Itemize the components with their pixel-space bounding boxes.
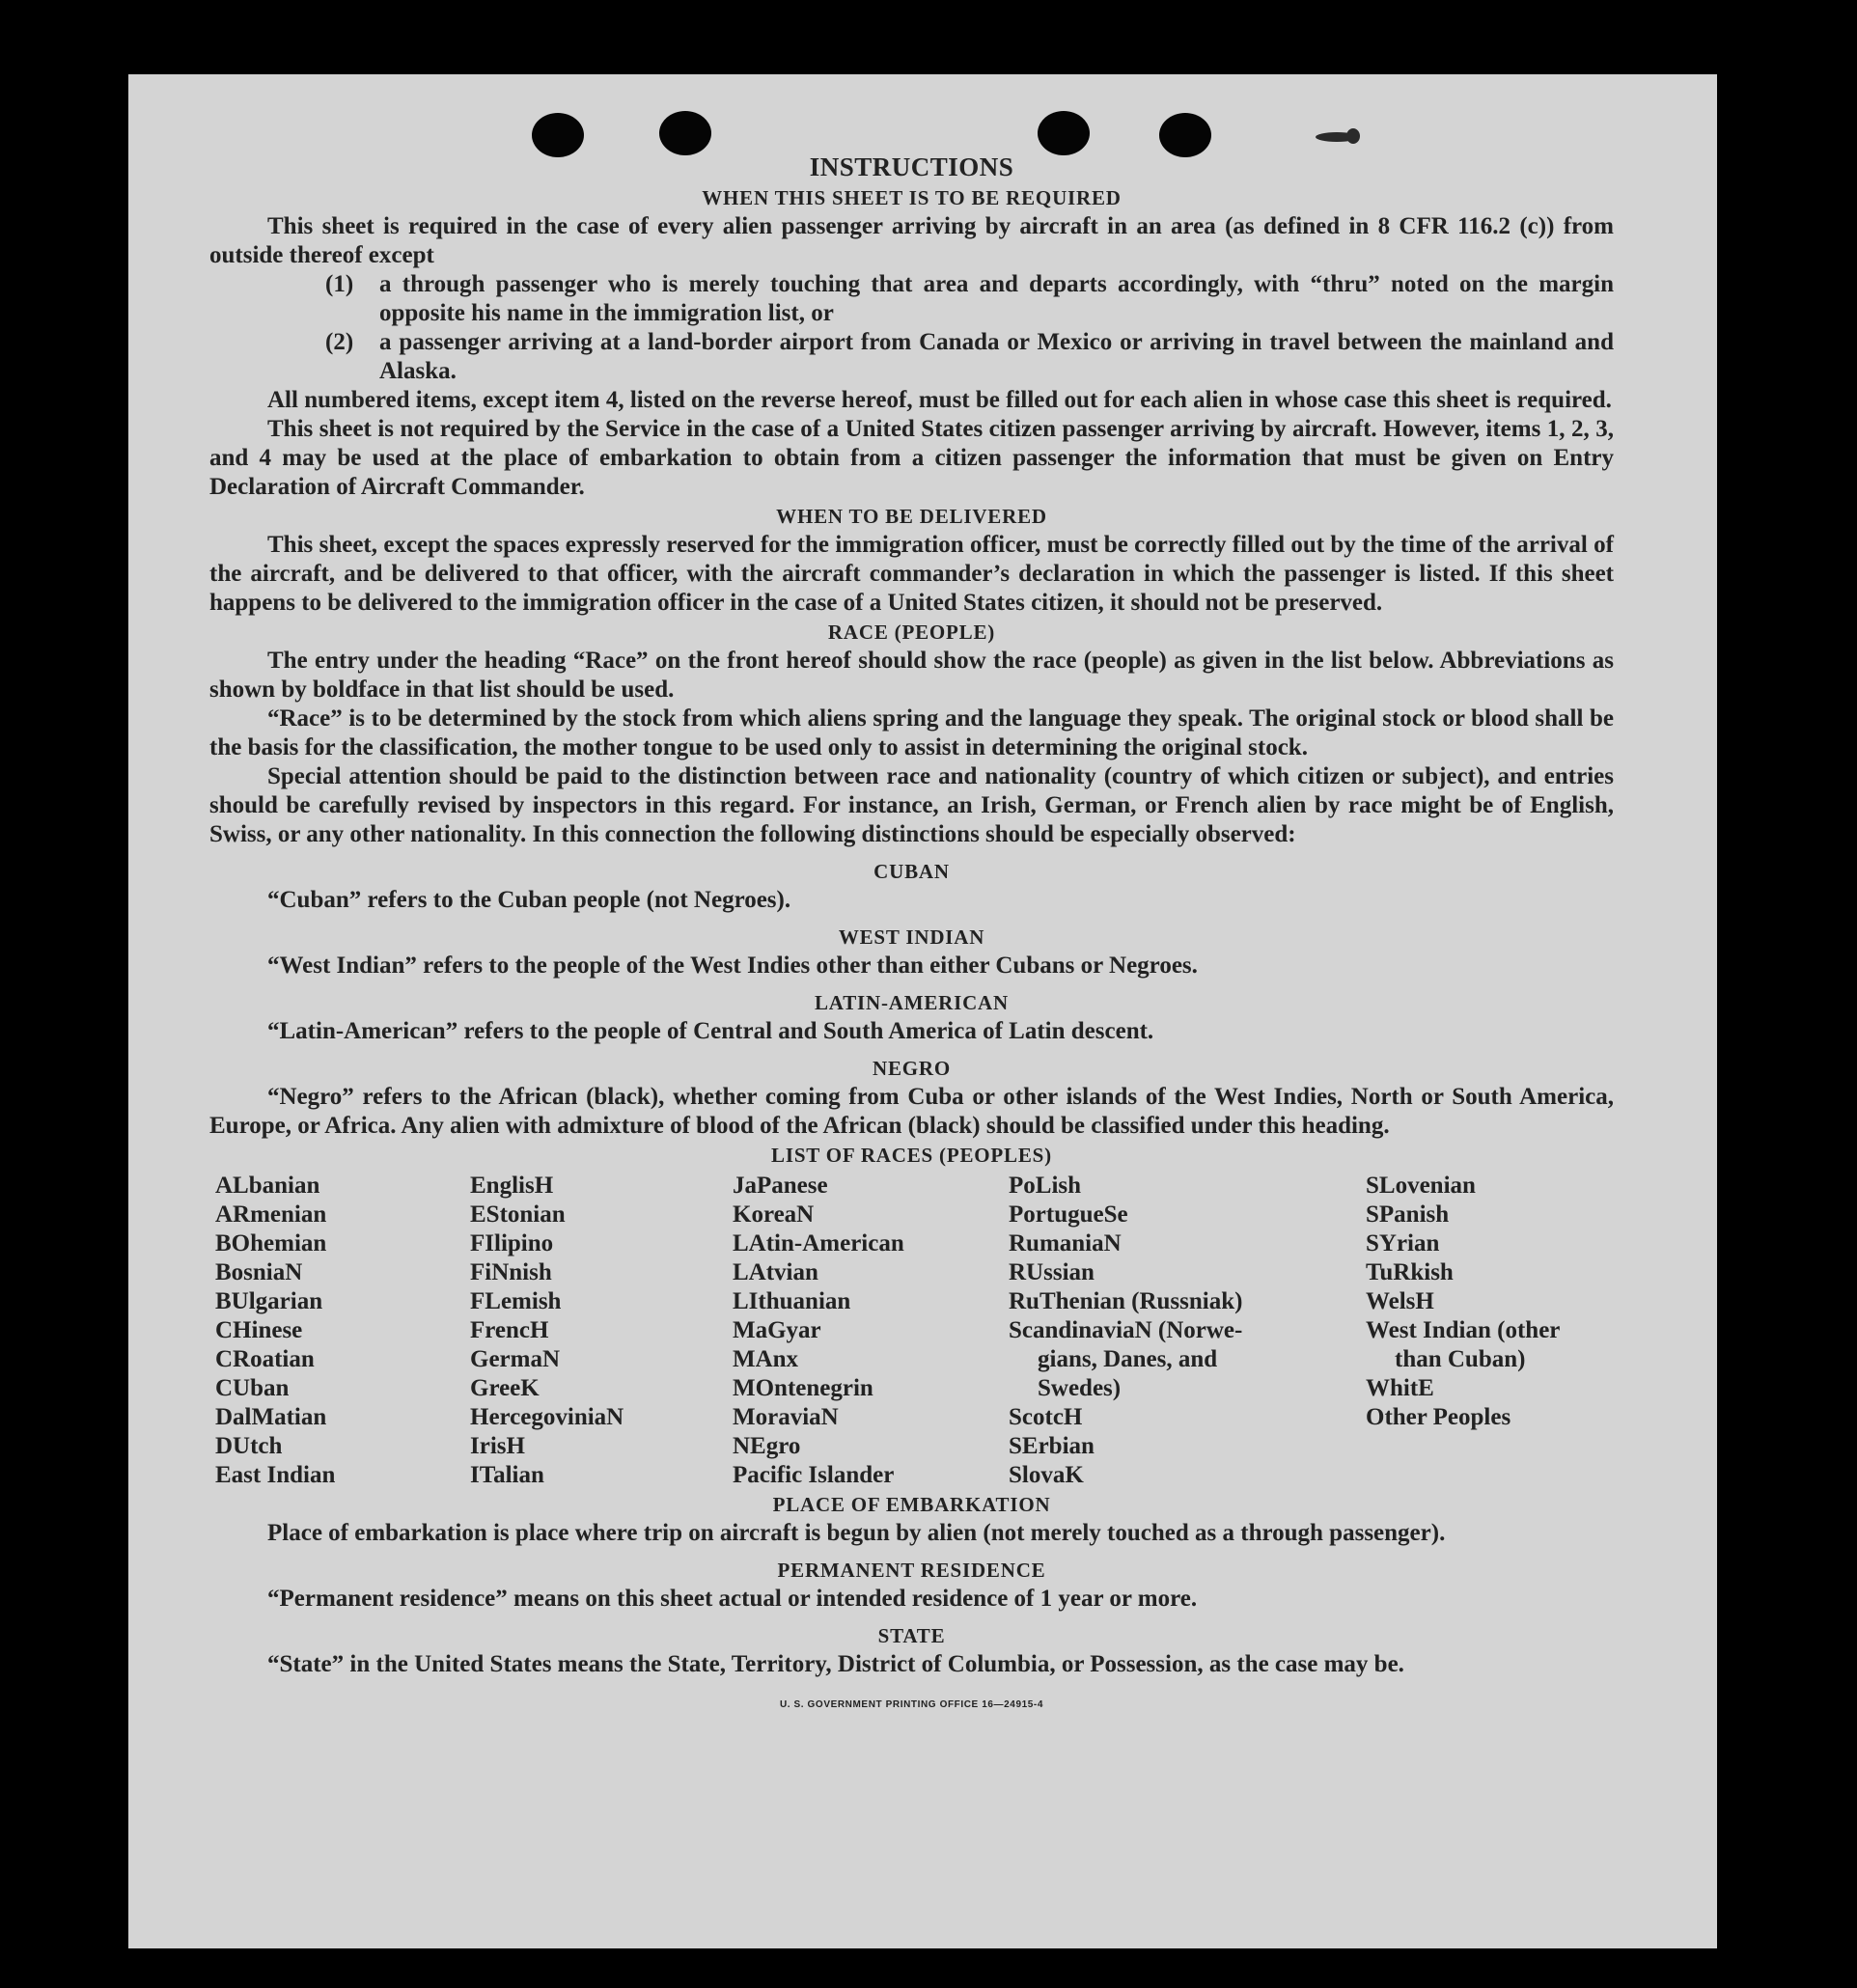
race-entry: PoLish bbox=[1009, 1173, 1082, 1199]
race-entry: CRoatian bbox=[215, 1346, 315, 1372]
race-entry: ScandinaviaN (Norwe- bbox=[1009, 1317, 1243, 1343]
race-entry-continued: gians, Danes, and bbox=[1038, 1346, 1218, 1372]
race-entry: Other Peoples bbox=[1366, 1404, 1511, 1430]
section-title-when-delivered: WHEN TO BE DELIVERED bbox=[776, 505, 1047, 528]
race-entry: FiNnish bbox=[470, 1259, 552, 1285]
ink-speck bbox=[1346, 128, 1360, 144]
race-entry: PortugueSe bbox=[1009, 1201, 1128, 1228]
race-entry: SPanish bbox=[1366, 1201, 1450, 1228]
race-entry: KoreaN bbox=[733, 1201, 815, 1228]
race-entry: CUban bbox=[215, 1375, 290, 1401]
section-title-residence: PERMANENT RESIDENCE bbox=[777, 1559, 1046, 1582]
race-entry: MOntenegrin bbox=[733, 1375, 873, 1401]
instructions-text bbox=[209, 152, 1614, 1720]
race-entry: ARmenian bbox=[215, 1201, 327, 1228]
race-entry: East Indian bbox=[215, 1462, 336, 1488]
section-title-west-indian: WEST INDIAN bbox=[838, 925, 985, 949]
race-entry: WhitE bbox=[1366, 1375, 1434, 1401]
race-entry: ITalian bbox=[470, 1462, 544, 1488]
race-entry: BosniaN bbox=[215, 1259, 303, 1285]
race-entry: GreeK bbox=[470, 1375, 540, 1401]
race-entry: MAnx bbox=[733, 1346, 799, 1372]
race-entry: ALbanian bbox=[215, 1173, 320, 1199]
race-entry: SYrian bbox=[1366, 1230, 1440, 1256]
race-column bbox=[470, 1172, 624, 1490]
race-entry-continued: Swedes) bbox=[1038, 1375, 1122, 1401]
item-number: (1) bbox=[325, 271, 354, 297]
race-entry: FIlipino bbox=[470, 1230, 554, 1256]
race-column bbox=[1366, 1172, 1560, 1432]
race-entry: FrencH bbox=[470, 1317, 549, 1343]
paragraph: Special attention should be paid to the distinction between race and nationality (country of which citizen or subject), and entries should be carefully revised by inspectors in this regard. For instance, an Irish, German, or French alien by race might be of English, Swiss, or any other nationality. In this connection the following distinctions should be especially observed: bbox=[209, 763, 1614, 847]
race-entry: CHinese bbox=[215, 1317, 303, 1343]
race-column bbox=[1009, 1172, 1242, 1490]
race-entry: MoraviaN bbox=[733, 1404, 839, 1430]
race-entry: WelsH bbox=[1366, 1288, 1434, 1314]
race-entry: LAtin-American bbox=[733, 1230, 904, 1256]
race-entry: West Indian (other bbox=[1366, 1317, 1561, 1343]
exception-item bbox=[325, 270, 1614, 328]
race-entry: Pacific Islander bbox=[733, 1462, 895, 1488]
race-entry: RUssian bbox=[1009, 1259, 1095, 1285]
section-title-when-required: WHEN THIS SHEET IS TO BE REQUIRED bbox=[702, 186, 1122, 209]
race-entry: EStonian bbox=[470, 1201, 566, 1228]
paragraph: “Permanent residence” means on this sheet actual or intended residence of 1 year or more. bbox=[267, 1586, 1198, 1612]
paragraph: The entry under the heading “Race” on the front hereof should show the race (people) as given in the list below. Abbreviations as shown by boldface in that list should be used. bbox=[209, 648, 1614, 703]
race-entry: NEgro bbox=[733, 1433, 801, 1459]
paragraph: “West Indian” refers to the people of the West Indies other than either Cubans or Negroes. bbox=[267, 953, 1198, 979]
item-text: a passenger arriving at a land-border airport from Canada or Mexico or arriving in travel between the mainland and Alaska. bbox=[379, 329, 1614, 384]
race-entry: BOhemian bbox=[215, 1230, 327, 1256]
race-entry: BUlgarian bbox=[215, 1288, 323, 1314]
race-entry: RumaniaN bbox=[1009, 1230, 1122, 1256]
race-entry: MaGyar bbox=[733, 1317, 821, 1343]
paragraph: This sheet, except the spaces expressly reserved for the immigration officer, must be correctly filled out by the time of the arrival of the aircraft, and be delivered to that officer, with the aircraft commander’s declaration in which the passenger is listed. If this sheet happens to be delivered to the immigration officer in the case of a United States citizen, it should not be preserved. bbox=[209, 532, 1614, 616]
section-title-negro: NEGRO bbox=[872, 1057, 951, 1080]
race-entry: RuThenian (Russniak) bbox=[1009, 1288, 1243, 1314]
race-entry: SLovenian bbox=[1366, 1173, 1476, 1199]
page-title: INSTRUCTIONS bbox=[809, 152, 1014, 181]
paragraph: “Cuban” refers to the Cuban people (not Negroes). bbox=[267, 887, 791, 913]
race-entry: FLemish bbox=[470, 1288, 562, 1314]
section-title-embarkation: PLACE OF EMBARKATION bbox=[772, 1493, 1051, 1516]
race-entry: HercegoviniaN bbox=[470, 1404, 624, 1430]
paragraph: “State” in the United States means the State, Territory, District of Columbia, or Possession, as the case may be. bbox=[267, 1651, 1404, 1677]
race-entry: JaPanese bbox=[733, 1173, 828, 1199]
race-entry: TuRkish bbox=[1366, 1259, 1454, 1285]
punch-hole bbox=[659, 111, 711, 155]
race-entry: LAtvian bbox=[733, 1259, 818, 1285]
paragraph: This sheet is required in the case of every alien passenger arriving by aircraft in an area (as defined in 8 CFR 116.2 (c)) from outside thereof except bbox=[209, 213, 1614, 268]
section-title-cuban: CUBAN bbox=[873, 860, 950, 883]
race-entry: DalMatian bbox=[215, 1404, 327, 1430]
race-entry: SlovaK bbox=[1009, 1462, 1084, 1488]
item-number: (2) bbox=[325, 329, 354, 355]
race-entry: IrisH bbox=[470, 1433, 525, 1459]
race-column bbox=[215, 1172, 335, 1490]
exception-item bbox=[325, 328, 1614, 386]
paragraph: This sheet is not required by the Service in the case of a United States citizen passenger arriving by aircraft. However, items 1, 2, 3, and 4 may be used at the place of embarkation to obtain from a citizen passenger the information that must be given on Entry Declaration of Aircraft Commander. bbox=[209, 416, 1614, 500]
race-entry: EnglisH bbox=[470, 1173, 554, 1199]
printer-imprint: U. S. GOVERNMENT PRINTING OFFICE 16—24915-4 bbox=[779, 1699, 1044, 1710]
paragraph: “Latin-American” refers to the people of Central and South America of Latin descent. bbox=[267, 1018, 1154, 1044]
section-title-state: STATE bbox=[877, 1624, 946, 1647]
race-column bbox=[733, 1172, 904, 1490]
paragraph: Place of embarkation is place where trip on aircraft is begun by alien (not merely touched as a through passenger). bbox=[267, 1520, 1446, 1546]
paragraph: “Negro” refers to the African (black), whether coming from Cuba or other islands of the West Indies, North or South America, Europe, or Africa. Any alien with admixture of blood of the African (black) should be classified under this heading. bbox=[209, 1084, 1614, 1139]
race-entry: SErbian bbox=[1009, 1433, 1095, 1459]
race-entry: LIthuanian bbox=[733, 1288, 851, 1314]
punch-hole bbox=[1038, 111, 1090, 155]
race-entry: DUtch bbox=[215, 1433, 283, 1459]
race-entry-continued: than Cuban) bbox=[1395, 1346, 1526, 1372]
document-sheet bbox=[128, 74, 1717, 1948]
paragraph: “Race” is to be determined by the stock from which aliens spring and the language they speak. The original stock or blood shall be the basis for the classification, the mother tongue to be used only to assist in determining the original stock. bbox=[209, 705, 1614, 760]
list-of-races-title: LIST OF RACES (PEOPLES) bbox=[771, 1144, 1052, 1167]
paragraph: All numbered items, except item 4, listed on the reverse hereof, must be filled out for each alien in whose case this sheet is required. bbox=[267, 387, 1612, 413]
race-entry: GermaN bbox=[470, 1346, 561, 1372]
race-entry: ScotcH bbox=[1009, 1404, 1083, 1430]
section-title-race: RACE (PEOPLE) bbox=[827, 621, 996, 644]
section-title-latin-american: LATIN-AMERICAN bbox=[815, 991, 1009, 1014]
item-text: a through passenger who is merely touching that area and departs accordingly, with “thru” noted on the margin opposite his name in the immigration list, or bbox=[379, 271, 1614, 326]
race-list bbox=[209, 1172, 1614, 1490]
